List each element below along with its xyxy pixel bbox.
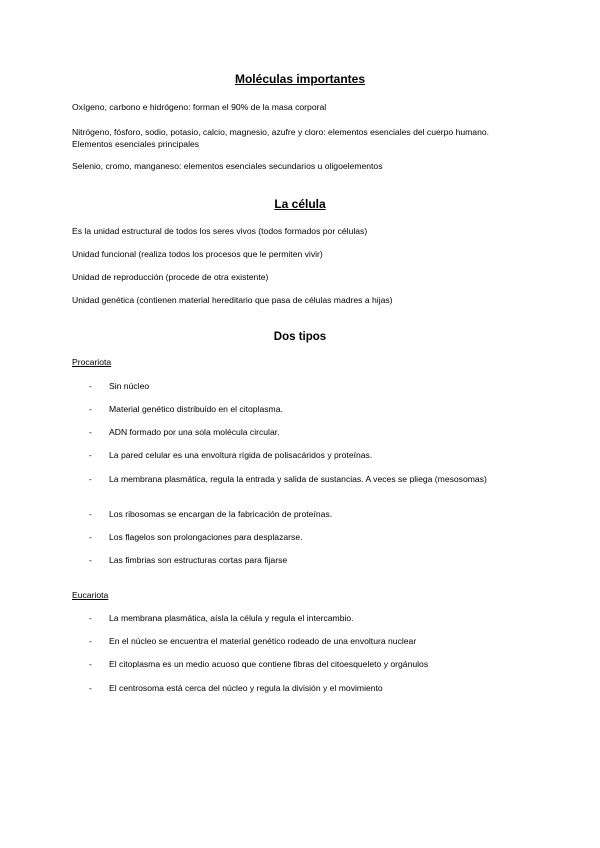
bullet-dash: - — [89, 381, 92, 391]
list-item-text: Los flagelos son prolongaciones para desplazarse. — [109, 532, 303, 542]
paragraph-unidad-funcional: Unidad funcional (realiza todos los procesos que le permiten vivir) — [72, 249, 323, 259]
list-item-text: El centrosoma está cerca del núcleo y regula la división y el movimiento — [109, 683, 383, 693]
bullet-dash: - — [89, 427, 92, 437]
list-item-text: La membrana plasmática, aísla la célula y regula el intercambio. — [109, 613, 354, 623]
bullet-dash: - — [89, 613, 92, 623]
paragraph-oxigeno: Oxígeno, carbono e hidrógeno: forman el 90% de la masa corporal — [72, 102, 327, 112]
bullet-dash: - — [89, 474, 92, 484]
list-item-procariota — [89, 473, 529, 485]
bullet-dash: - — [89, 659, 92, 669]
paragraph-nitrogeno: Nitrógeno, fósforo, sodio, potasio, calcio, magnesio, azufre y cloro: elementos esenciales del cuerpo humano. Elementos esenciales principales — [72, 127, 490, 149]
list-item-procariota — [89, 380, 529, 392]
bullet-dash: - — [89, 509, 92, 519]
list-item-procariota — [89, 531, 529, 543]
list-item-text: Las fimbrias son estructuras cortas para fijarse — [109, 555, 288, 565]
paragraph-unidad-genetica: Unidad genética (contienen material hereditario que pasa de células madres a hijas) — [72, 295, 393, 305]
list-item-text: Los ribosomas se encargan de la fabricación de proteínas. — [109, 509, 333, 519]
bullet-dash: - — [89, 404, 92, 414]
list-item-text: La membrana plasmática, regula la entrada y salida de sustancias. A veces se pliega (mesosomas) — [109, 474, 487, 484]
subheading-procariota: Procariota — [72, 357, 112, 367]
bullet-dash: - — [89, 555, 92, 565]
list-item-procariota — [89, 449, 529, 461]
paragraph-unidad-reproduccion: Unidad de reproducción (procede de otra existente) — [72, 272, 269, 282]
list-item-text: Sin núcleo — [109, 381, 150, 391]
list-item-eucariota — [89, 612, 529, 624]
list-item-eucariota — [89, 658, 529, 670]
bullet-dash: - — [89, 532, 92, 542]
subheading-eucariota: Eucariota — [72, 590, 109, 600]
list-item-text: Material genético distribuido en el citoplasma. — [109, 404, 283, 414]
list-item-text: ADN formado por una sola molécula circular. — [109, 427, 280, 437]
heading-la-celula: La célula — [274, 197, 326, 211]
paragraph-unidad-estructural: Es la unidad estructural de todos los seres vivos (todos formados por células) — [72, 226, 368, 236]
list-item-procariota — [89, 508, 529, 520]
list-item-eucariota — [89, 682, 529, 694]
list-item-text: El citoplasma es un medio acuoso que contiene fibras del citoesqueleto y orgánulos — [109, 659, 429, 669]
paragraph-selenio: Selenio, cromo, manganeso: elementos esenciales secundarios u oligoelementos — [72, 161, 383, 171]
bullet-dash: - — [89, 683, 92, 693]
list-item-text: En el núcleo se encuentra el material genético rodeado de una envoltura nuclear — [109, 636, 417, 646]
list-item-text: La pared celular es una envoltura rígida de polisacáridos y proteínas. — [109, 450, 373, 460]
heading-dos-tipos: Dos tipos — [273, 331, 327, 343]
bullet-dash: - — [89, 450, 92, 460]
list-item-procariota — [89, 426, 529, 438]
list-item-procariota — [89, 554, 529, 566]
heading-moleculas-importantes: Moléculas importantes — [234, 72, 366, 86]
bullet-dash: - — [89, 636, 92, 646]
list-item-eucariota — [89, 635, 529, 647]
list-item-procariota — [89, 403, 529, 415]
